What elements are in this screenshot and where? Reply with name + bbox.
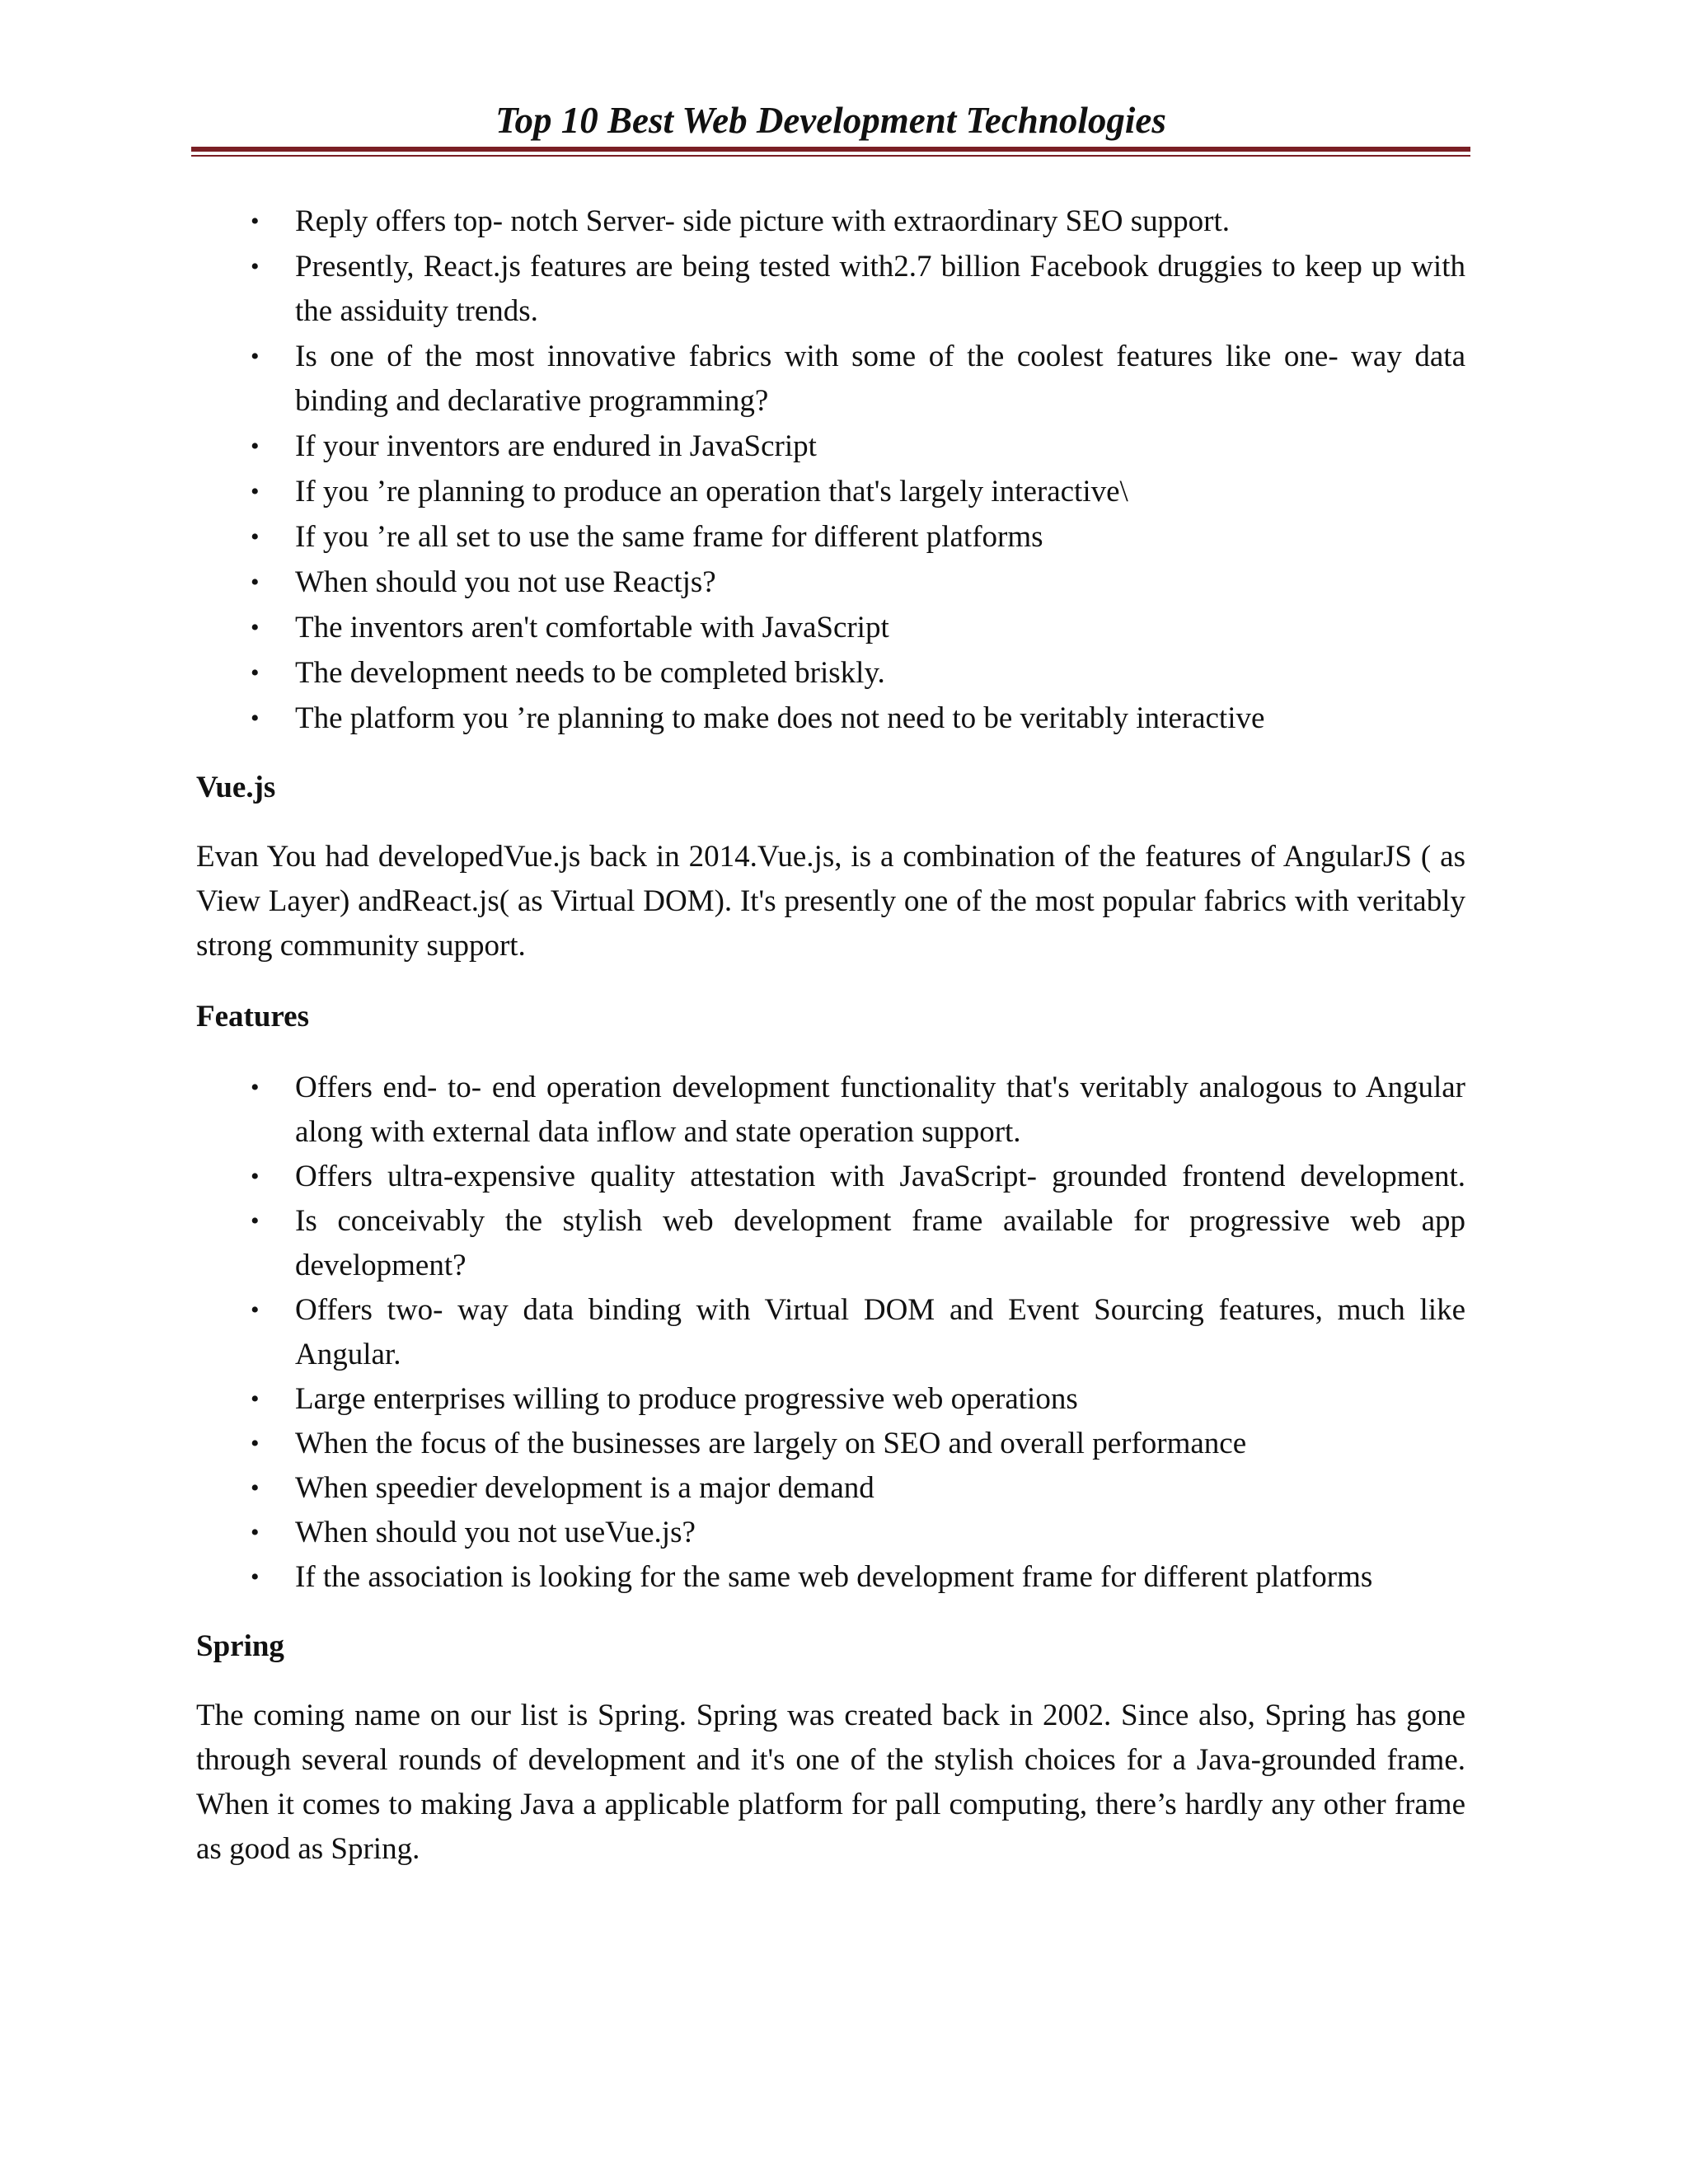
bullet-icon: • <box>251 343 260 370</box>
bullet-icon: • <box>251 1074 260 1101</box>
list-item: • Large enterprises willing to produce progressive web operations <box>196 1377 1465 1422</box>
list-item: • Is conceivably the stylish web development frame available for progressive web app development? <box>196 1199 1465 1288</box>
bullet-icon: • <box>251 1163 260 1190</box>
bullet-icon: • <box>251 523 260 551</box>
page-header-title: Top 10 Best Web Development Technologies <box>495 100 1166 141</box>
spring-paragraph: The coming name on our list is Spring. Spring was created back in 2002. Since also, Spring has gone through several rounds of development and it's one of the stylish choices for a Java-grounded frame. When it comes to making Java a applicable platform for pall computing, there’s hardly any other frame as good as Spring. <box>196 1699 1465 1866</box>
vue-heading: Vue.js <box>196 771 276 804</box>
bullet-icon: • <box>251 705 260 732</box>
bullet-icon: • <box>251 569 260 596</box>
bullet-icon: • <box>251 659 260 687</box>
list-item: • If you ’re planning to produce an operation that's largely interactive\ <box>196 470 1465 514</box>
list-item: • Reply offers top- notch Server- side picture with extraordinary SEO support. <box>196 199 1465 244</box>
vue-features-list <box>196 1066 1465 1600</box>
bullet-icon: • <box>251 208 260 235</box>
list-item: • When the focus of the businesses are largely on SEO and overall performance <box>196 1422 1465 1466</box>
bullet-icon: • <box>251 1385 260 1413</box>
list-item: • The development needs to be completed briskly. <box>196 651 1465 696</box>
spring-heading: Spring <box>196 1629 284 1663</box>
list-item: • Offers end- to- end operation development functionality that's veritably analogous to Angular along with external data inflow and state operation support. <box>196 1066 1465 1155</box>
features-heading: Features <box>196 1000 309 1033</box>
bullet-icon: • <box>251 1563 260 1591</box>
bullet-icon: • <box>251 1430 260 1457</box>
document-body <box>196 199 1465 1872</box>
bullet-icon: • <box>251 253 260 280</box>
bullet-icon: • <box>251 1207 260 1235</box>
bullet-icon: • <box>251 478 260 505</box>
bullet-icon: • <box>251 1296 260 1324</box>
list-item: • Presently, React.js features are being tested with2.7 billion Facebook druggies to keep up with the assiduity trends. <box>196 245 1465 334</box>
bullet-icon: • <box>251 1519 260 1546</box>
list-item: • When speedier development is a major demand <box>196 1466 1465 1511</box>
list-item: • The inventors aren't comfortable with JavaScript <box>196 606 1465 650</box>
list-item: • If your inventors are endured in JavaScript <box>196 424 1465 469</box>
list-item: • If the association is looking for the same web development frame for different platforms <box>196 1555 1465 1600</box>
react-usage-list <box>196 199 1465 741</box>
bullet-icon: • <box>251 614 260 641</box>
list-item: • If you ’re all set to use the same frame for different platforms <box>196 515 1465 560</box>
bullet-icon: • <box>251 1474 260 1502</box>
list-item: • Offers two- way data binding with Virtual DOM and Event Sourcing features, much like Angular. <box>196 1288 1465 1377</box>
list-item: • Offers ultra-expensive quality attestation with JavaScript- grounded frontend development. <box>196 1155 1465 1199</box>
list-item: • When should you not use Reactjs? <box>196 560 1465 605</box>
vue-paragraph: Evan You had developedVue.js back in 2014.Vue.js, is a combination of the features of AngularJS ( as View Layer) andReact.js( as Virtual DOM). It's presently one of the most popular fabrics with veritably strong community support. <box>196 840 1465 963</box>
header-rule-thin <box>191 155 1470 157</box>
list-item: • Is one of the most innovative fabrics with some of the coolest features like one- way data binding and declarative programming? <box>196 335 1465 424</box>
list-item: • The platform you ’re planning to make does not need to be veritably interactive <box>196 696 1465 741</box>
header-rule-thick <box>191 147 1470 152</box>
bullet-icon: • <box>251 433 260 460</box>
list-item: • When should you not useVue.js? <box>196 1511 1465 1555</box>
